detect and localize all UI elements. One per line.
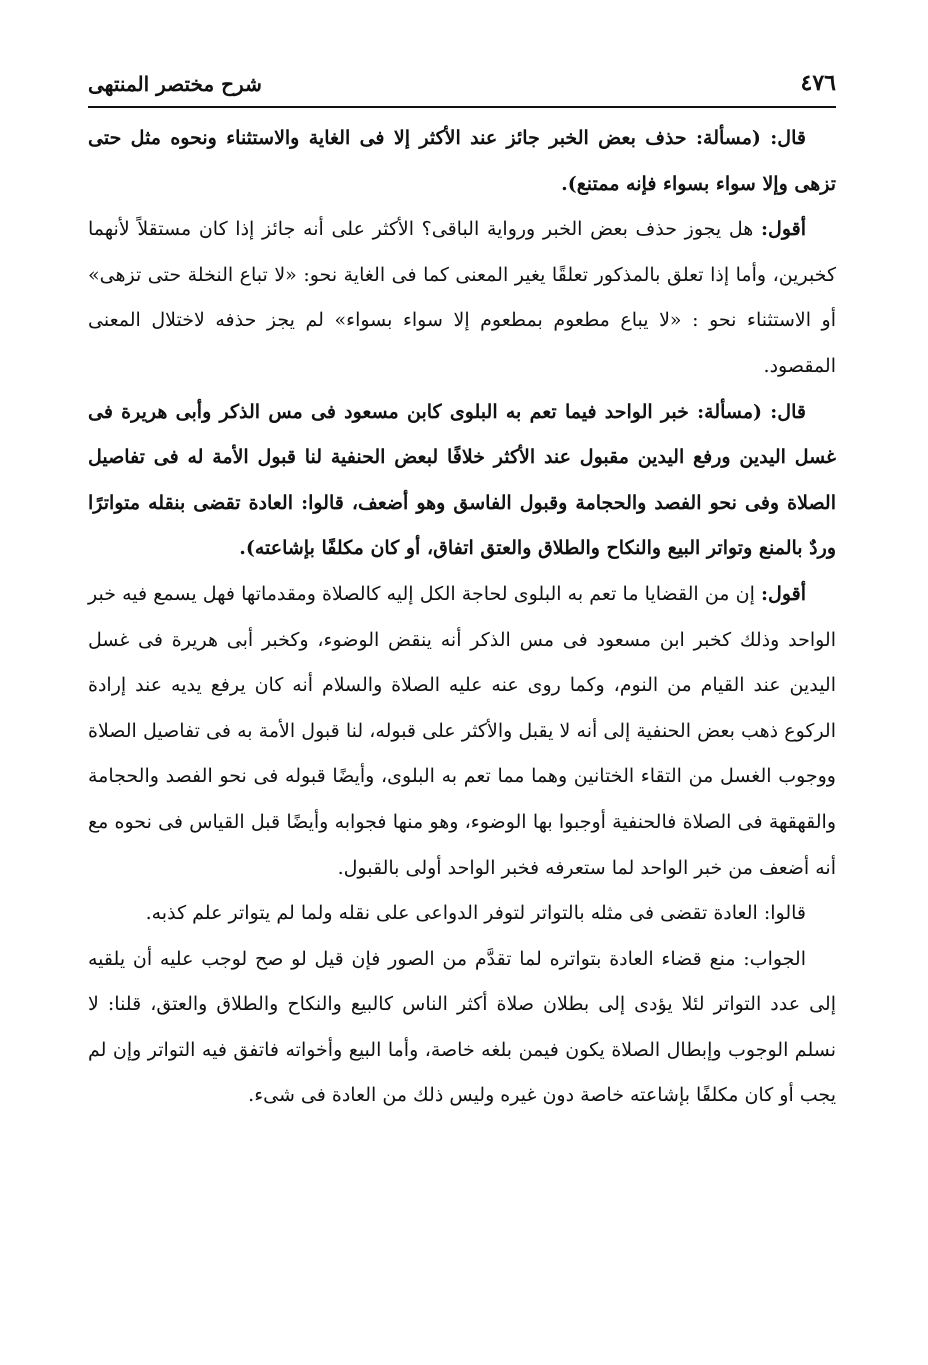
paragraph-text: إن من القضايا ما تعم به البلوى لحاجة الكل إليه كالصلاة ومقدماتها فهل يسمع فيه خبر الواحد وذلك كخبر ابن مسعود فى مس الذكر أنه ينقض الوضوء، وكخبر أبى هريرة فى غسل اليدين عند القيام من النوم، وكما روى عنه عليه الصلاة والسلام أنه كان يرفع يديه عند إرادة الركوع ذهب بعض الحنفية إلى أنه لا يقبل والأكثر على قبوله، لنا قبول الأمة به فى تفاصيل الصلاة ووجوب الغسل من التقاء الختانين وهما مما تعم به البلوى، وأيضًا قبوله فى نحو الفصد والحجامة والقهقهة فى الصلاة فالحنفية أوجبوا بها الوضوء، وهو منها فجوابه وأيضًا قبل القياس فى نحوه مع أنه أضعف من خبر الواحد لما ستعرفه فخبر الواحد أولى بالقبول. bbox=[88, 582, 836, 879]
paragraph-lead: قال: bbox=[770, 127, 806, 149]
paragraph-answer bbox=[88, 937, 836, 1119]
paragraph-text: الجواب: منع قضاء العادة بتواتره لما تقدَّم من الصور فإن قيل لو صح لوجب عليه أن يلقيه إلى عدد التواتر لئلا يؤدى إلى بطلان صلاة أكثر الناس كالبيع والنكاح والطلاق والعتق، قلنا: لا نسلم الوجوب وإبطال الصلاة يكون فيمن بلغه خاصة، وأما البيع وأخواته فاتفق فيه التواتر وإن لم يجب أو كان مكلفًا بإشاعته خاصة دون غيره وليس ذلك من العادة فى شىء. bbox=[88, 947, 836, 1107]
page-number: ٤٧٦ bbox=[800, 70, 836, 96]
paragraph-text: (مسألة: حذف بعض الخبر جائز عند الأكثر إلا فى الغاية والاستثناء ونحوه مثل حتى تزهى وإلا سواء بسواء فإنه ممتنع). bbox=[88, 127, 836, 195]
paragraph-statement-2 bbox=[88, 390, 836, 572]
paragraph-commentary-2 bbox=[88, 572, 836, 891]
paragraph-lead: أقول: bbox=[761, 218, 806, 241]
paragraph-objection bbox=[88, 891, 836, 937]
paragraph-lead: أقول: bbox=[761, 582, 806, 605]
paragraph-text: قالوا: العادة تقضى فى مثله بالتواتر لتوفر الدواعى على نقله ولما لم يتواتر علم كذبه. bbox=[145, 902, 806, 925]
paragraph-text: هل يجوز حذف بعض الخبر ورواية الباقى؟ الأكثر على أنه جائز إذا كان مستقلاً لأنهما كخبرين، وأما إذا تعلق بالمذكور تعلقًا يغير المعنى كما فى الغاية نحو: «لا تباع النخلة حتى تزهى» أو الاستثناء نحو : «لا يباع مطعوم بمطعوم إلا سواء بسواء» لم يجز حذفه لاختلال المعنى المقصود. bbox=[88, 218, 836, 377]
page-body bbox=[88, 116, 836, 1119]
running-title: شرح مختصر المنتهى bbox=[88, 72, 262, 96]
paragraph-commentary-1 bbox=[88, 207, 836, 389]
paragraph-text: (مسألة: خبر الواحد فيما تعم به البلوى كابن مسعود فى مس الذكر وأبى هريرة فى غسل اليدين ورفع اليدين مقبول عند الأكثر خلافًا لبعض الحنفية لنا قبول الأمة له فى تفاصيل الصلاة وفى نحو الفصد والحجامة وقبول الفاسق وهو أضعف، قالوا: العادة تقضى بنقله متواترًا وردٌ بالمنع وتواتر البيع والنكاح والطلاق والعتق اتفاق، أو كان مكلفًا بإشاعته). bbox=[88, 400, 836, 560]
paragraph-statement-1 bbox=[88, 116, 836, 207]
paragraph-lead: قال: bbox=[770, 400, 806, 423]
page-header bbox=[88, 62, 836, 108]
